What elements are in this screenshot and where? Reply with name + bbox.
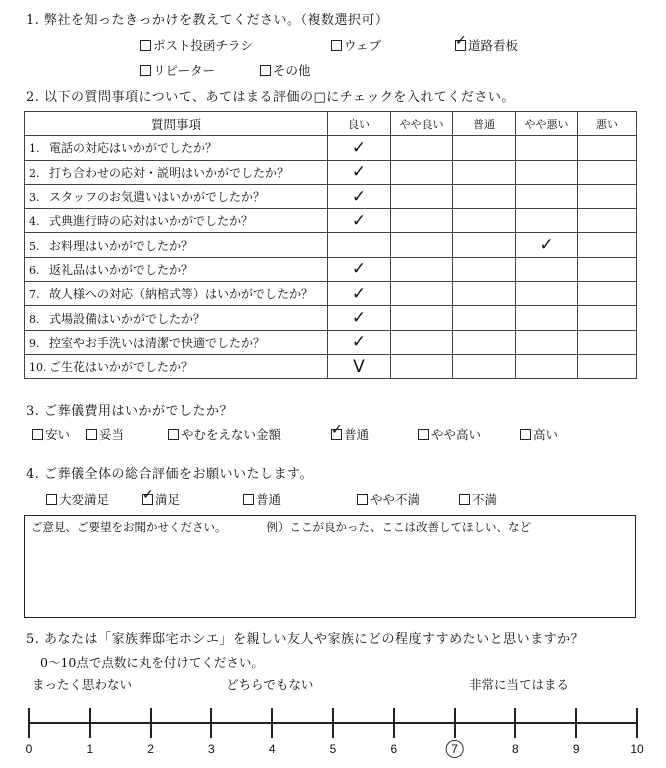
scale-value: 9 xyxy=(572,742,580,756)
rating-cell[interactable] xyxy=(453,354,516,378)
rating-cell[interactable] xyxy=(391,354,453,378)
q4-option-very-satisfied[interactable]: 大変満足 xyxy=(46,490,109,508)
scale-value: 5 xyxy=(329,742,337,756)
q3-checkbox[interactable] xyxy=(418,429,429,440)
table-row xyxy=(25,209,637,233)
table-row xyxy=(25,160,637,184)
scale-tick xyxy=(575,708,577,738)
scale-tick xyxy=(210,708,212,738)
rating-cell[interactable] xyxy=(578,160,637,184)
rating-cell[interactable] xyxy=(516,306,578,330)
scale-tick xyxy=(454,708,456,738)
rating-cell[interactable] xyxy=(453,136,516,160)
rating-cell[interactable] xyxy=(516,330,578,354)
rating-cell[interactable] xyxy=(453,257,516,281)
rating-cell[interactable] xyxy=(516,160,578,184)
question-cell xyxy=(25,136,328,160)
rating-cell[interactable] xyxy=(391,257,453,281)
rating-cell[interactable] xyxy=(391,209,453,233)
header-rating-bad: 悪い xyxy=(578,112,637,136)
scale-value: 3 xyxy=(208,742,215,756)
q4-option-normal[interactable]: 普通 xyxy=(243,490,281,508)
rating-cell[interactable] xyxy=(516,184,578,208)
rating-cell[interactable] xyxy=(453,282,516,306)
scale-tick xyxy=(271,708,273,738)
q4-checkbox-checked[interactable] xyxy=(142,494,153,505)
question-text: 返礼品はいかがでしたか？ xyxy=(49,262,194,277)
q2-text: 2. 以下の質問事項について、あてはまる評価の□にチェックを入れてください。 xyxy=(26,90,515,105)
rating-cell[interactable] xyxy=(328,233,391,257)
q3-option-slightly-high[interactable]: やや高い xyxy=(418,425,481,443)
q1-option-web[interactable]: ウェブ xyxy=(331,36,381,54)
scale-label[interactable] xyxy=(330,742,337,756)
q4-option-slightly-dissatisfied[interactable]: やや不満 xyxy=(357,490,420,508)
table-row xyxy=(25,257,637,281)
q3-option-unavoidable[interactable]: やむをえない金額 xyxy=(168,425,281,443)
rating-cell[interactable] xyxy=(391,282,453,306)
scale-tick xyxy=(150,708,152,738)
scale-label[interactable] xyxy=(26,742,33,756)
question-number: 10. xyxy=(29,361,47,375)
q1-checkbox-checked[interactable] xyxy=(455,40,466,51)
rating-cell[interactable] xyxy=(453,184,516,208)
rating-cell[interactable] xyxy=(516,354,578,378)
rating-cell[interactable] xyxy=(391,136,453,160)
q1-option-repeater[interactable]: リピーター xyxy=(140,61,215,79)
rating-cell[interactable] xyxy=(578,306,637,330)
scale-value: 2 xyxy=(147,742,154,756)
rating-cell[interactable] xyxy=(516,209,578,233)
question-text: ご生花はいかがでしたか？ xyxy=(49,360,194,375)
rating-cell[interactable] xyxy=(328,282,391,306)
check-mark: ✓ xyxy=(351,186,367,207)
rating-cell[interactable] xyxy=(328,136,391,160)
rating-cell[interactable] xyxy=(391,160,453,184)
scale-value: 6 xyxy=(390,742,398,756)
scale-value: 0 xyxy=(25,742,33,756)
check-mark: ✓ xyxy=(351,162,367,183)
q3-option-cheap[interactable]: 安い xyxy=(32,425,70,443)
rating-cell[interactable] xyxy=(578,282,637,306)
q5-text: 5. あなたは「家族葬邸宅ホシエ」を親しい友人や家族にどの程度すすめたいと思いますか？ xyxy=(26,632,585,647)
rating-cell[interactable] xyxy=(391,184,453,208)
check-mark: ✓ xyxy=(351,283,367,304)
rating-cell[interactable] xyxy=(516,282,578,306)
question-cell xyxy=(25,160,328,184)
question-text: 式典進行時の応対はいかがでしたか？ xyxy=(49,214,254,229)
table-row xyxy=(25,330,637,354)
q4-checkbox[interactable] xyxy=(357,494,368,505)
scale-value: 10 xyxy=(630,742,644,756)
question-cell xyxy=(25,233,328,257)
q1-checkbox[interactable] xyxy=(260,65,271,76)
question-text: スタッフのお気遣いはいかがでしたか？ xyxy=(49,190,266,205)
question-cell xyxy=(25,354,328,378)
rating-cell[interactable] xyxy=(516,233,578,257)
q1-text: 1. 弊社を知ったきっかけを教えてください。（複数選択可） xyxy=(26,13,389,28)
q3-option-normal[interactable]: ✓ 普通 xyxy=(331,425,369,443)
rating-cell[interactable] xyxy=(578,184,637,208)
rating-cell[interactable] xyxy=(578,233,637,257)
check-mark: ✓ xyxy=(351,259,367,280)
scale-label[interactable] xyxy=(445,742,464,756)
question-number: 1. xyxy=(29,142,40,156)
rating-cell[interactable] xyxy=(328,160,391,184)
table-header-row xyxy=(25,112,637,136)
q1-option-road-sign[interactable]: ✓ 道路看板 xyxy=(455,36,518,54)
score-scale xyxy=(28,702,638,744)
q1-checkbox[interactable] xyxy=(140,65,151,76)
scale-tick xyxy=(514,708,516,738)
scale-tick xyxy=(636,708,638,738)
scale-label[interactable] xyxy=(630,742,643,756)
header-item: 質問事項 xyxy=(25,112,328,136)
rating-table xyxy=(24,111,637,379)
scale-label[interactable] xyxy=(269,742,276,756)
table-row xyxy=(25,233,637,257)
question-text: お料理はいかがでしたか？ xyxy=(49,238,194,253)
q4-checkbox[interactable] xyxy=(459,494,470,505)
rating-cell[interactable] xyxy=(328,330,391,354)
q4-checkbox[interactable] xyxy=(46,494,57,505)
question-number: 9. xyxy=(29,336,40,350)
scale-tick xyxy=(332,708,334,738)
scale-value: 8 xyxy=(512,742,519,756)
q3-text: 3. ご葬儀費用はいかがでしたか？ xyxy=(26,404,234,419)
q3-option-reasonable[interactable]: 妥当 xyxy=(86,425,124,443)
table-row xyxy=(25,136,637,160)
check-mark: ✓ xyxy=(351,210,367,231)
q5-label-high: 非常に当てはまる xyxy=(469,677,570,692)
scale-value: 4 xyxy=(268,742,276,756)
comment-example: 例）ここが良かった、ここは改善してほしい、など xyxy=(266,520,531,534)
question-cell xyxy=(25,282,328,306)
q3-option-high[interactable]: 高い xyxy=(520,425,558,443)
question-number: 8. xyxy=(29,312,40,326)
rating-cell[interactable] xyxy=(328,184,391,208)
table-row xyxy=(25,184,637,208)
rating-cell[interactable] xyxy=(578,354,637,378)
check-mark: ✓ xyxy=(351,137,367,158)
q3-checkbox[interactable] xyxy=(168,429,179,440)
question-text: 控室やお手洗いは清潔で快適でしたか？ xyxy=(49,335,266,350)
scale-label[interactable] xyxy=(573,742,580,756)
question-cell xyxy=(25,209,328,233)
rating-cell[interactable] xyxy=(391,306,453,330)
check-mark: ✓ xyxy=(351,332,367,353)
question-cell xyxy=(25,257,328,281)
q1-checkbox[interactable] xyxy=(331,40,342,51)
rating-cell[interactable] xyxy=(516,136,578,160)
q3-checkbox[interactable] xyxy=(520,429,531,440)
rating-cell[interactable] xyxy=(328,306,391,330)
rating-cell[interactable] xyxy=(578,257,637,281)
scale-tick xyxy=(28,708,30,738)
table-row xyxy=(25,282,637,306)
rating-cell[interactable] xyxy=(453,160,516,184)
q4-text: 4. ご葬儀全体の総合評価をお願いいたします。 xyxy=(26,467,313,482)
question-number: 6. xyxy=(29,263,40,277)
scale-label[interactable] xyxy=(512,742,519,756)
rating-cell[interactable] xyxy=(391,233,453,257)
rating-cell[interactable] xyxy=(453,233,516,257)
question-number: 5. xyxy=(29,239,40,253)
rating-cell[interactable] xyxy=(578,330,637,354)
question-number: 7. xyxy=(29,288,40,302)
question-cell xyxy=(25,306,328,330)
question-number: 2. xyxy=(29,166,40,180)
scale-label[interactable] xyxy=(390,742,397,756)
q5-label-low: まったく思わない xyxy=(32,677,133,692)
header-rating-fairly-good: やや良い xyxy=(391,112,453,136)
scale-tick xyxy=(393,708,395,738)
comment-box[interactable] xyxy=(24,515,636,618)
check-mark: ✓ xyxy=(539,235,554,256)
rating-cell[interactable] xyxy=(578,136,637,160)
rating-cell[interactable] xyxy=(453,330,516,354)
q3-checkbox-checked[interactable] xyxy=(331,429,342,440)
table-row xyxy=(25,306,637,330)
question-text: 電話の対応はいかがでしたか？ xyxy=(49,141,218,156)
rating-cell[interactable] xyxy=(391,330,453,354)
q1-option-flyer[interactable]: ポスト投函チラシ xyxy=(140,36,253,54)
rating-cell[interactable] xyxy=(328,257,391,281)
table-row xyxy=(25,354,637,378)
q5-instruction: 0〜10点で点数に丸を付けてください。 xyxy=(40,655,264,670)
header-rating-good: 良い xyxy=(328,112,391,136)
rating-cell[interactable] xyxy=(328,209,391,233)
q1-checkbox[interactable] xyxy=(140,40,151,51)
question-text: 打ち合わせの応対・説明はいかがでしたか？ xyxy=(49,165,290,180)
scale-value-selected: 7 xyxy=(445,740,464,758)
question-number: 3. xyxy=(29,191,40,205)
rating-cell[interactable] xyxy=(578,209,637,233)
q4-option-dissatisfied[interactable]: 不満 xyxy=(459,490,497,508)
rating-cell[interactable] xyxy=(328,354,391,378)
header-rating-fairly-bad: やや悪い xyxy=(516,112,578,136)
q3-checkbox[interactable] xyxy=(32,429,43,440)
header-rating-normal: 普通 xyxy=(453,112,516,136)
q1-option-other[interactable]: その他 xyxy=(260,61,311,79)
question-text: 式場設備はいかがでしたか？ xyxy=(49,311,206,326)
check-mark: ✓ xyxy=(351,308,367,329)
question-text: 故人様への対応（納棺式等）はいかがでしたか？ xyxy=(49,287,314,302)
q3-checkbox[interactable] xyxy=(86,429,97,440)
question-cell xyxy=(25,330,328,354)
question-cell xyxy=(25,184,328,208)
comment-label: ご意見、ご要望をお聞かせください。 xyxy=(31,520,227,534)
scale-label[interactable] xyxy=(147,742,154,756)
rating-cell[interactable] xyxy=(453,209,516,233)
rating-cell[interactable] xyxy=(516,257,578,281)
rating-cell[interactable] xyxy=(453,306,516,330)
question-number: 4. xyxy=(29,215,40,229)
check-mark: V xyxy=(353,356,365,377)
q5-label-mid: どちらでもない xyxy=(226,677,314,692)
scale-tick xyxy=(89,708,91,738)
scale-label[interactable] xyxy=(86,742,93,756)
q4-checkbox[interactable] xyxy=(243,494,254,505)
scale-label[interactable] xyxy=(208,742,215,756)
scale-value: 1 xyxy=(86,742,94,756)
q4-option-satisfied[interactable]: ✓ 満足 xyxy=(142,490,180,508)
